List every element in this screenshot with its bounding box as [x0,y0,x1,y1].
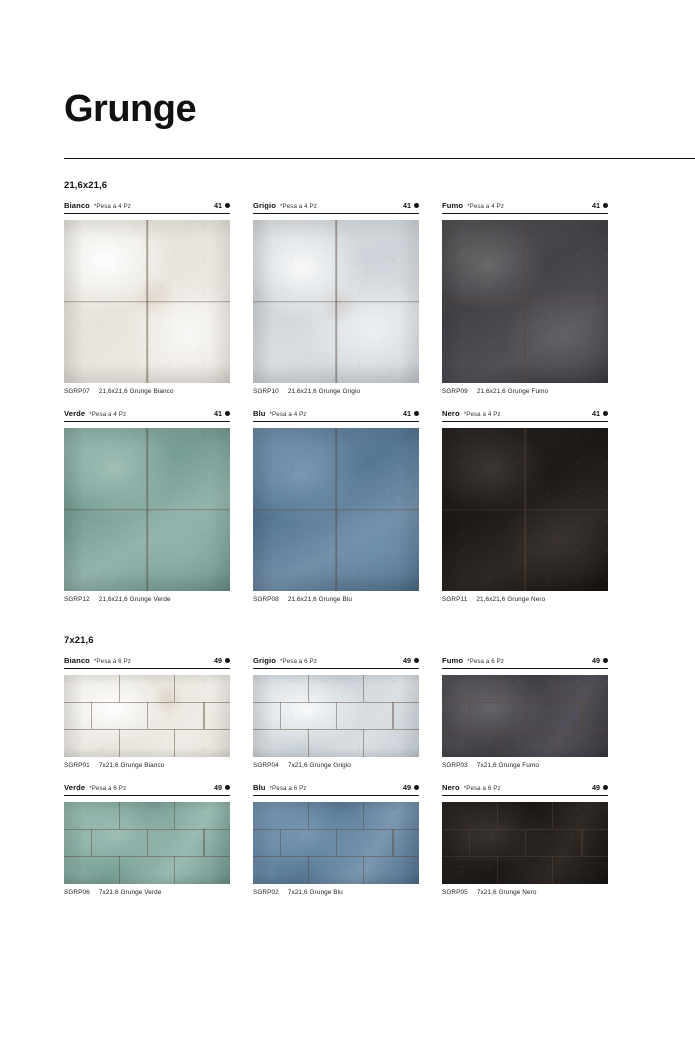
tile-code: SGRP07 [64,388,90,395]
tile-card[interactable] [64,201,230,395]
tile-pieces-note: *Pesa a 4 Pz [269,411,307,418]
tile-edge-shading [442,675,608,757]
tile-card-header-right [592,783,608,792]
tile-caption [253,889,419,896]
tile-code: SGRP04 [253,762,279,769]
tile-swatch-image [253,802,419,884]
tile-description: 7x21,6 Grunge Blu [287,889,343,896]
tile-description: 21,6x21,6 Grunge Grigio [287,388,361,395]
section-heading-1: 21,6x21,6 [64,180,108,191]
tile-edge-shading [253,428,419,591]
tile-card-header-right [592,409,608,418]
tile-card-header-right [214,783,230,792]
tile-pieces-note: *Pesa a 4 Pz [279,203,317,210]
tile-card-header-left [253,783,307,792]
tile-description: 21,6x21,6 Grunge Verde [98,596,171,603]
tile-card[interactable] [253,656,419,769]
tile-card-header-left [64,656,131,665]
tile-caption [253,388,419,395]
tile-card-header [442,783,608,796]
tile-card-header [253,201,419,214]
tile-card-header-left [442,656,504,665]
tile-card[interactable] [442,783,608,896]
bullet-dot-icon [225,411,230,416]
tile-swatch-image [253,220,419,383]
tile-card-header-left [64,201,131,210]
tile-quantity: 49 [403,783,411,792]
tile-card-header [253,656,419,669]
tile-caption [64,762,230,769]
tile-edge-shading [253,802,419,884]
tile-quantity: 49 [592,783,600,792]
tile-card-header [442,409,608,422]
tile-card[interactable] [253,409,419,603]
tile-color-name: Blu [253,783,266,792]
tile-swatch-image [442,802,608,884]
tile-edge-shading [442,220,608,383]
tile-swatch-image [64,802,230,884]
tile-card-header [64,201,230,214]
tile-card-header [64,656,230,669]
tile-card-header-left [442,783,501,792]
tile-edge-shading [64,220,230,383]
tile-swatch-image [64,220,230,383]
tile-color-name: Verde [64,783,86,792]
tile-edge-shading [253,675,419,757]
tile-code: SGRP11 [442,596,468,603]
tile-pieces-note: *Pesa a 6 Pz [269,785,307,792]
tile-color-name: Blu [253,409,266,418]
tile-card-header-right [592,201,608,210]
tile-edge-shading [442,428,608,591]
tile-card-header-right [592,656,608,665]
tile-code: SGRP05 [442,889,468,896]
tile-code: SGRP08 [253,596,279,603]
tile-code: SGRP03 [442,762,468,769]
tile-card[interactable] [64,783,230,896]
tile-card-header-left [442,409,501,418]
tile-card-header [64,783,230,796]
page-title: Grunge [64,88,197,130]
tile-caption [253,762,419,769]
tile-pieces-note: *Pesa a 6 Pz [93,658,131,665]
tile-caption [442,596,608,603]
bullet-dot-icon [225,203,230,208]
tile-card[interactable] [442,656,608,769]
bullet-dot-icon [603,658,608,663]
tile-description: 21,6x21,6 Grunge Blu [287,596,353,603]
tile-pieces-note: *Pesa a 6 Pz [89,785,127,792]
tile-card-header-right [403,783,419,792]
tile-swatch-image [253,428,419,591]
tile-pieces-note: *Pesa a 4 Pz [93,203,131,210]
tile-grid-2 [64,656,695,910]
tile-description: 7x21,6 Grunge Bianco [98,762,165,769]
tile-edge-shading [253,220,419,383]
tile-card[interactable] [64,409,230,603]
tile-code: SGRP02 [253,889,279,896]
tile-description: 7x21,6 Grunge Nero [476,889,537,896]
tile-card-header-left [64,409,126,418]
tile-description: 21,6x21,6 Grunge Fumo [476,388,549,395]
tile-description: 7x21,6 Grunge Fumo [476,762,540,769]
bullet-dot-icon [603,411,608,416]
tile-quantity: 41 [592,201,600,210]
tile-quantity: 49 [592,656,600,665]
section-heading-2: 7x21,6 [64,635,94,646]
tile-quantity: 41 [403,409,411,418]
tile-card-header-left [253,656,317,665]
bullet-dot-icon [414,203,419,208]
tile-code: SGRP06 [64,889,90,896]
tile-swatch-image [64,428,230,591]
tile-card-header-left [253,201,317,210]
tile-caption [442,388,608,395]
tile-card[interactable] [253,201,419,395]
tile-card-header-right [403,201,419,210]
tile-card[interactable] [442,201,608,395]
title-divider [64,158,695,159]
tile-pieces-note: *Pesa a 4 Pz [463,411,501,418]
tile-quantity: 41 [592,409,600,418]
tile-swatch-image [442,675,608,757]
tile-edge-shading [64,675,230,757]
bullet-dot-icon [603,203,608,208]
tile-caption [64,388,230,395]
tile-card-header [442,201,608,214]
tile-color-name: Verde [64,409,86,418]
tile-edge-shading [64,428,230,591]
tile-quantity: 41 [214,409,222,418]
tile-card[interactable] [442,409,608,603]
bullet-dot-icon [414,785,419,790]
tile-color-name: Grigio [253,201,276,210]
tile-swatch-image [442,220,608,383]
tile-card-header [64,409,230,422]
tile-code: SGRP10 [253,388,279,395]
tile-caption [442,889,608,896]
tile-pieces-note: *Pesa a 6 Pz [467,658,505,665]
tile-swatch-image [442,428,608,591]
tile-pieces-note: *Pesa a 4 Pz [467,203,505,210]
tile-color-name: Fumo [442,656,464,665]
tile-color-name: Bianco [64,656,90,665]
tile-pieces-note: *Pesa a 6 Pz [463,785,501,792]
tile-color-name: Nero [442,409,460,418]
tile-code: SGRP09 [442,388,468,395]
tile-card-header-left [64,783,126,792]
tile-card-header [253,409,419,422]
tile-swatch-image [64,675,230,757]
bullet-dot-icon [414,411,419,416]
tile-quantity: 41 [403,201,411,210]
tile-card-header-right [214,201,230,210]
tile-card[interactable] [253,783,419,896]
tile-color-name: Bianco [64,201,90,210]
tile-card-header-right [214,656,230,665]
tile-description: 21,6x21,6 Grunge Bianco [98,388,174,395]
tile-caption [64,889,230,896]
tile-card-header [253,783,419,796]
tile-caption [64,596,230,603]
bullet-dot-icon [414,658,419,663]
catalog-content [64,180,695,910]
tile-description: 21,6x21,6 Grunge Nero [476,596,546,603]
tile-quantity: 49 [214,783,222,792]
tile-code: SGRP01 [64,762,90,769]
tile-color-name: Fumo [442,201,464,210]
tile-card-header-right [403,409,419,418]
tile-card-header [442,656,608,669]
tile-edge-shading [442,802,608,884]
tile-caption [442,762,608,769]
tile-grid-1 [64,201,695,617]
tile-color-name: Grigio [253,656,276,665]
tile-quantity: 49 [403,656,411,665]
tile-pieces-note: *Pesa a 6 Pz [279,658,317,665]
bullet-dot-icon [225,658,230,663]
tile-card-header-left [442,201,504,210]
bullet-dot-icon [225,785,230,790]
tile-quantity: 49 [214,656,222,665]
tile-caption [253,596,419,603]
tile-card-header-left [253,409,307,418]
tile-swatch-image [253,675,419,757]
tile-edge-shading [64,802,230,884]
bullet-dot-icon [603,785,608,790]
tile-pieces-note: *Pesa a 4 Pz [89,411,127,418]
tile-card[interactable] [64,656,230,769]
tile-card-header-right [214,409,230,418]
tile-description: 7x21,6 Grunge Verde [98,889,162,896]
tile-card-header-right [403,656,419,665]
tile-description: 7x21,6 Grunge Grigio [287,762,351,769]
tile-color-name: Nero [442,783,460,792]
tile-code: SGRP12 [64,596,90,603]
tile-quantity: 41 [214,201,222,210]
